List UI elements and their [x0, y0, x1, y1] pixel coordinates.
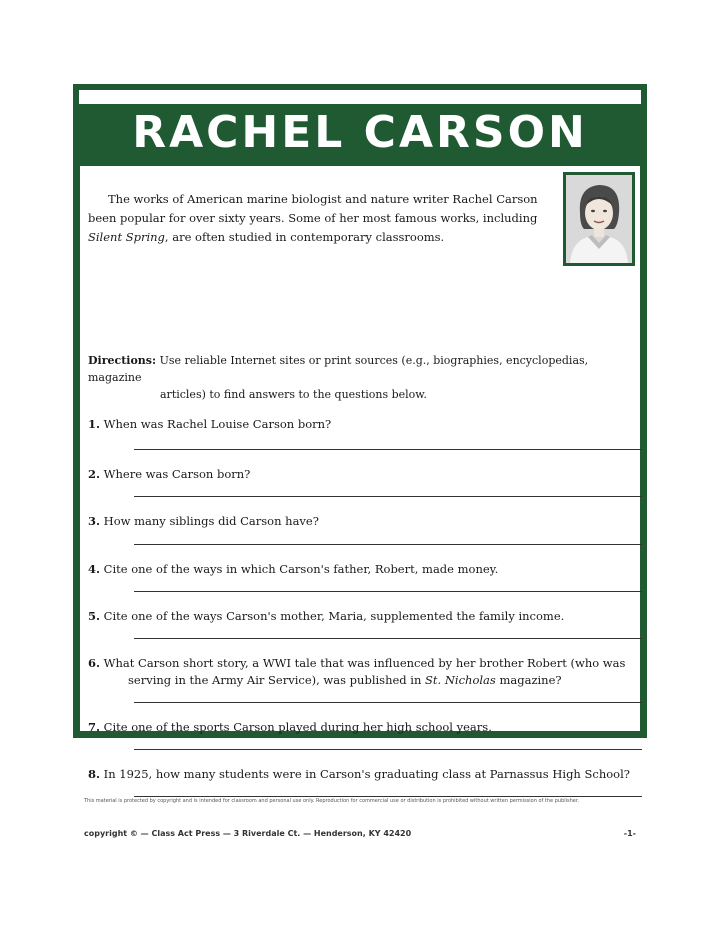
directions-line-2: articles) to find answers to the questions below.: [160, 388, 427, 401]
question-text-part: magazine?: [499, 673, 562, 687]
question-text: Cite one of the ways Carson's mother, Maria, supplemented the family income.: [103, 609, 565, 623]
portrait-photo: [563, 172, 635, 266]
answer-line-3[interactable]: [134, 544, 642, 545]
question-number: 5.: [88, 609, 101, 623]
answer-line-1[interactable]: [134, 449, 642, 450]
answer-line-8[interactable]: [134, 796, 642, 797]
question-number: 2.: [88, 467, 101, 481]
question-text-line-1: What Carson short story, a WWI tale that was influenced by her brother Robert (who was: [103, 656, 626, 670]
intro-book-title: Silent Spring: [88, 230, 165, 244]
footer: [84, 829, 636, 838]
answer-line-6[interactable]: [134, 702, 642, 703]
question-text: Cite one of the ways in which Carson's father, Robert, made money.: [103, 562, 499, 576]
magazine-title: St. Nicholas: [425, 673, 496, 687]
question-7: [88, 719, 638, 736]
intro-text-1: The works of American marine biologist and nature writer Rachel Carson been popular for over sixty years. Some of her most famous works, including: [88, 192, 538, 225]
page-number: -1-: [623, 829, 636, 838]
question-5: [88, 608, 638, 625]
intro-paragraph: [88, 190, 553, 247]
intro-text-2: , are often studied in contemporary classrooms.: [164, 230, 445, 244]
question-number: 4.: [88, 562, 101, 576]
directions-label: Directions:: [88, 354, 157, 367]
question-text-line-2: [88, 672, 638, 689]
worksheet-body: [80, 166, 640, 781]
question-text: When was Rachel Louise Carson born?: [103, 417, 332, 431]
answer-line-2[interactable]: [134, 496, 642, 497]
question-2: [88, 466, 638, 483]
question-text-part: serving in the Army Air Service), was published in: [128, 673, 422, 687]
answer-line-7[interactable]: [134, 749, 642, 750]
fine-print: This material is protected by copyright and is intended for classroom and personal use only. Reproduction for commercial use or distribution is prohibited without written permission of the publisher.: [84, 798, 580, 804]
answer-line-5[interactable]: [134, 638, 642, 639]
question-number: 6.: [88, 656, 101, 670]
question-1: [88, 416, 638, 433]
question-text: In 1925, how many students were in Carson's graduating class at Parnassus High School?: [103, 767, 630, 781]
directions: [88, 352, 636, 403]
question-number: 3.: [88, 514, 101, 528]
question-number: 8.: [88, 767, 101, 781]
question-text: How many siblings did Carson have?: [103, 514, 319, 528]
worksheet-frame: [73, 84, 647, 781]
page-title: RACHEL CARSON: [132, 106, 588, 158]
question-8: [88, 766, 638, 783]
question-3: [88, 513, 638, 530]
directions-line-1: Use reliable Internet sites or print sources (e.g., biographies, encyclopedias, magazine: [88, 354, 589, 384]
question-6: [88, 655, 638, 689]
question-text: Where was Carson born?: [103, 467, 251, 481]
portrait-image: [566, 175, 632, 263]
copyright-line: copyright © — Class Act Press — 3 Riverdale Ct. — Henderson, KY 42420: [84, 829, 412, 838]
question-text: Cite one of the sports Carson played during her high school years.: [103, 720, 492, 734]
answer-line-4[interactable]: [134, 591, 642, 592]
question-number: 7.: [88, 720, 101, 734]
question-number: 1.: [88, 417, 101, 431]
question-4: [88, 561, 638, 578]
